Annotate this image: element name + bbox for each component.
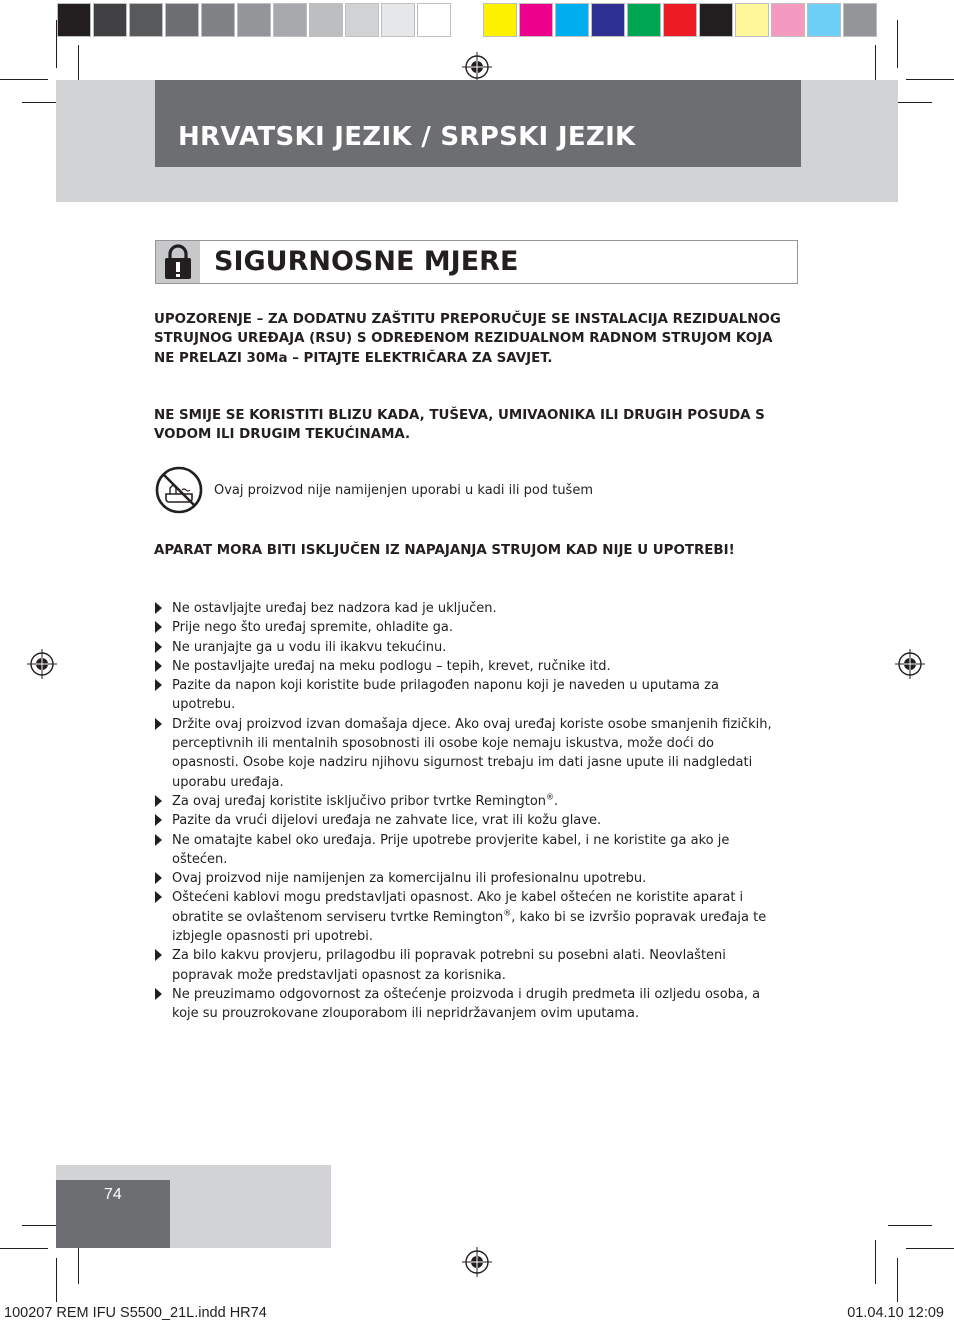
crop-mark	[56, 20, 57, 68]
list-item	[154, 638, 774, 657]
crop-mark	[888, 1225, 932, 1226]
list-item-text: Ovaj proizvod nije namijenjen za komercijalnu ili profesionalnu upotrebu.	[172, 871, 647, 887]
list-item-text: Ne uranjajte ga u vodu ili ikakvu tekućinu.	[172, 639, 447, 655]
water-warning: NE SMIJE SE KORISTITI BLIZU KADA, TUŠEVA, UMIVAONIKA ILI DRUGIH POSUDA S VODOM ILI DRUGIM TEKUĆINAMA.	[154, 408, 765, 443]
list-item	[154, 618, 774, 637]
list-item-text: , kako bi se izvršio popravak uređaja te izbjegle opasnosti pri upotrebi.	[172, 909, 767, 945]
color-swatch	[663, 3, 697, 37]
color-swatch	[555, 3, 589, 37]
section-title: SIGURNOSNE MJERE	[214, 246, 519, 277]
list-item	[154, 831, 774, 870]
bath-note: Ovaj proizvod nije namijenjen uporabi u kadi ili pod tušem	[214, 483, 593, 498]
crop-mark	[906, 79, 954, 80]
registration-mark-icon	[462, 1247, 492, 1277]
language-header	[155, 80, 801, 167]
list-item-text: Pazite da vrući dijelovi uređaja ne zahvate lice, vrat ili kožu glave.	[172, 813, 602, 829]
color-swatch	[93, 3, 127, 37]
bullet-arrow-icon	[155, 891, 162, 903]
color-swatch	[843, 3, 877, 37]
color-swatch	[483, 3, 517, 37]
rcd-warning: UPOZORENJE – ZA DODATNU ZAŠTITU PREPORUČUJE SE INSTALACIJA REZIDUALNOG STRUJNOG UREĐAJA (RSU) S ODREĐENOM REZIDUALNOM RADNOM STRUJOM KOJA NE PRELAZI 30Ma – PITAJTE ELEKTRIČARA ZA SAVJET.	[154, 312, 781, 366]
list-item	[154, 985, 774, 1024]
crop-mark	[56, 1258, 57, 1302]
crop-mark	[0, 79, 48, 80]
color-swatch	[57, 3, 91, 37]
registration-mark-icon	[895, 649, 925, 679]
bullet-arrow-icon	[155, 949, 162, 961]
color-swatch	[165, 3, 199, 37]
list-item-text: Pazite da napon koji koristite bude prilagođen naponu koji je naveden u uputama za upotrebu.	[172, 678, 719, 713]
color-swatch	[519, 3, 553, 37]
bullet-arrow-icon	[155, 795, 162, 807]
bullet-arrow-icon	[155, 988, 162, 1000]
list-item-text: Ne omatajte kabel oko uređaja. Prije upotrebe provjerite kabel, i ne koristite ga ako je oštećen.	[172, 832, 730, 867]
list-item-text: Držite ovaj proizvod izvan domašaja djece. Ako ovaj uređaj koriste osobe smanjenih fizičkih, perceptivnih ili mentalnih sposobnosti ili osobe koje nemaju iskustva, može doći do opasnosti. Osobe koje nadziru njihovu sigurnost trebaju im dati jasne upute ili nadgledati uporabu uređaja.	[172, 716, 772, 790]
bullet-arrow-icon	[155, 679, 162, 691]
unplug-warning: APARAT MORA BITI ISKLJUČEN IZ NAPAJANJA STRUJOM KAD NIJE U UPOTREBI!	[154, 543, 735, 558]
file-slug: 100207 REM IFU S5500_21L.indd HR74	[4, 1305, 267, 1321]
list-item-text: Oštećeni kablovi mogu predstavljati opasnost. Ako je kabel oštećen ne koristite aparat i obratite se ovlaštenom serviseru tvrtke Remington	[172, 890, 744, 925]
list-item	[154, 946, 774, 985]
list-item	[154, 599, 774, 618]
list-item	[154, 676, 774, 715]
color-swatch	[201, 3, 235, 37]
list-item-text: Ne postavljajte uređaj na meku podlogu – tepih, krevet, ručnike itd.	[172, 658, 611, 674]
date-slug: 01.04.10 12:09	[847, 1305, 944, 1321]
color-bar	[482, 0, 878, 40]
registered-mark: ®	[546, 792, 555, 802]
crop-mark	[906, 1248, 954, 1249]
page-number: 74	[104, 1186, 122, 1203]
bullet-arrow-icon	[155, 641, 162, 653]
color-swatch	[345, 3, 379, 37]
list-item-text: Za bilo kakvu provjeru, prilagodbu ili popravak potrebni su posebni alati. Neovlašteni popravak može predstavljati opasnost za korisnika.	[172, 948, 726, 983]
crop-mark	[875, 1240, 876, 1284]
list-item-text: .	[554, 793, 559, 809]
safety-list	[154, 599, 774, 1024]
list-item	[154, 657, 774, 676]
page-number-box	[56, 1180, 170, 1248]
list-item	[154, 811, 774, 830]
color-swatch	[381, 3, 415, 37]
bullet-arrow-icon	[155, 660, 162, 672]
list-item-text: Ne preuzimamo odgovornost za oštećenje proizvoda i drugih predmeta ili ozljedu osoba, a koje su prouzrokovane zlouporabom ili nepridržavanjem ovim uputama.	[172, 986, 761, 1022]
bullet-arrow-icon	[155, 834, 162, 846]
list-item	[154, 869, 774, 888]
section-header	[155, 240, 798, 284]
list-item	[154, 792, 774, 811]
color-swatch	[273, 3, 307, 37]
color-swatch	[309, 3, 343, 37]
color-swatch	[807, 3, 841, 37]
color-swatch	[771, 3, 805, 37]
list-item-text: Za ovaj uređaj koristite isključivo pribor tvrtke Remington	[172, 793, 547, 809]
language-title: HRVATSKI JEZIK / SRPSKI JEZIK	[178, 122, 636, 152]
grayscale-bar	[56, 0, 452, 40]
color-swatch	[417, 3, 451, 37]
list-item	[154, 715, 774, 792]
no-bath-icon	[155, 466, 203, 514]
registration-mark-icon	[27, 649, 57, 679]
registration-mark-icon	[462, 52, 492, 82]
crop-mark	[0, 1248, 48, 1249]
bullet-arrow-icon	[155, 872, 162, 884]
color-swatch	[627, 3, 661, 37]
list-item-text: Ne ostavljajte uređaj bez nadzora kad je uključen.	[172, 601, 497, 616]
crop-mark	[897, 20, 898, 68]
registered-mark: ®	[503, 908, 512, 918]
crop-mark	[897, 1258, 898, 1302]
list-item-text: Prije nego što uređaj spremite, ohladite ga.	[172, 620, 454, 636]
lock-warning-icon	[156, 241, 200, 283]
color-swatch	[129, 3, 163, 37]
color-swatch	[591, 3, 625, 37]
lock-cell	[156, 241, 200, 283]
color-swatch	[735, 3, 769, 37]
list-item	[154, 888, 774, 946]
color-swatch	[237, 3, 271, 37]
bullet-arrow-icon	[155, 814, 162, 826]
bullet-arrow-icon	[155, 718, 162, 730]
bullet-arrow-icon	[155, 602, 162, 614]
color-swatch	[699, 3, 733, 37]
bullet-arrow-icon	[155, 621, 162, 633]
